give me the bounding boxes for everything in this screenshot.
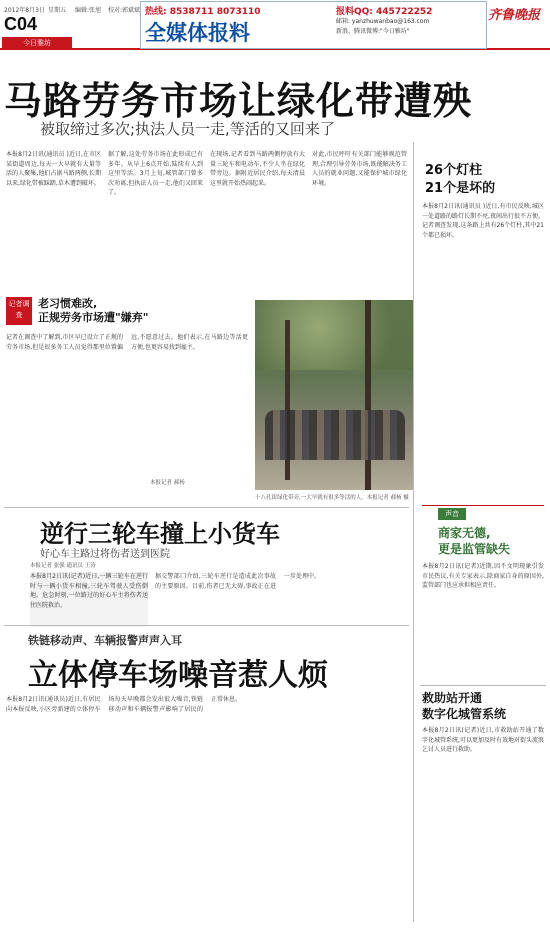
ad-hotline: 热线: 8538711 8073110 <box>145 7 261 17</box>
main-col-1: 本报8月2日讯(通讯员 )近日,在市区某街道周边,每天一大早就有大量等活的人聚集,他们占据马路两侧,长期以来,绿化带被踩踏,草木遭到破坏。 <box>6 151 101 187</box>
section-rule <box>4 507 409 508</box>
main-headline: 马路劳务市场让绿化带遭殃 <box>4 79 473 123</box>
voice-title-line1: 商家无德, <box>438 526 491 540</box>
weekday: 星期五 <box>48 7 67 14</box>
sidebar-divider <box>413 142 414 922</box>
story3-kicker: 铁链移动声、车辆报警声声入耳 <box>28 634 182 647</box>
story2-subhead: 好心车主路过将伤者送到医院 <box>40 549 170 560</box>
paper-logo: 齐鲁晚报 <box>488 8 541 23</box>
sidebar-rule <box>420 685 546 686</box>
main-col-2: 据了解,这处劳务市场在此形成已有多年。从早上6点开始,陆续有人到这里等活。3月上旬,城管部门曾多次劝离,但执法人员一走,他们又回来了。 <box>108 151 203 197</box>
voice-tag: 声音 <box>438 508 466 520</box>
investigation-badge: 记者调查 <box>6 297 32 325</box>
ad-qq: 报料QQ: 445722252 <box>336 7 433 17</box>
voice-body: 本报8月2日讯(记者)近期,因不文明现象引发市民热议,有关专家表示,除商家自身的原因外,监管部门也应承担相应责任。 <box>422 563 544 590</box>
repair-title-line1: 救助站开通 <box>422 691 483 705</box>
sidebar-title-line1: 26个灯柱 <box>425 163 483 178</box>
main-subhead: 被取缔过多次;执法人员一走,等活的又回来了 <box>40 120 335 138</box>
story2-body: 据交警部门介绍,三轮车逆行是造成此次事故的主要原因。目前,伤者已无大碍,事故正在进一步处理中。 <box>155 573 321 590</box>
section-label: 今日雅坊 <box>2 37 72 49</box>
ad-weibo: 新浪、腾讯微博:"今日雅坊" <box>336 28 410 35</box>
investigation-title-line1: 老习惯难改, <box>38 297 98 310</box>
repair-title <box>422 690 506 722</box>
repair-body: 本报8月2日讯(记者)近日,市救助站开通了数字化城管系统,可以更加及时有效地对街头流浪乞讨人员进行救助。 <box>422 727 544 754</box>
photo-caption: 十八孔街绿化带旁,一大早就有很多等活的人。本报记者 郝杨 摄 <box>255 495 409 501</box>
sidebar-title-line2: 21个是坏的 <box>425 181 496 196</box>
photo-tree <box>365 300 371 490</box>
story3-body: 本报8月2日讯(通讯员)近日,有居民向本报反映,小区旁新建的立体停车场每天早晚都会发出很大噪音,铁链移动声和车辆报警声影响了居民的正常休息。 <box>6 696 242 713</box>
proof-credit: 校对:郭斌斌 <box>108 7 141 14</box>
ad-email: 邮箱: yanzhuwanbao@163.com <box>336 18 430 25</box>
main-col-3: 在现场,记者看到马路两侧停放有大量三轮车和电动车,不少人坐在绿化带旁边。据附近居民介绍,每天清晨这里就开始热闹起来。 <box>210 151 305 187</box>
news-photo <box>255 300 413 490</box>
section-rule <box>4 625 409 626</box>
voice-title <box>438 525 510 557</box>
page-number: C04 <box>4 14 38 34</box>
story2-lead: 本报8月2日讯(记者)近日,一辆三轮车在逆行时与一辆小货车相撞,三轮车驾驶人受伤倒地。危急时刻,一位路过的好心车主将伤者送往医院救治。 <box>30 572 148 627</box>
repair-title-line2: 数字化城管系统 <box>422 707 507 721</box>
photo-foliage <box>255 300 413 370</box>
voice-title-line2: 更是监管缺失 <box>438 542 511 556</box>
main-col-4: 对此,市民呼吁有关部门能够规范管理,合理引导劳务市场,既能解决务工人员的就业问题,又能保护城市绿化环境。 <box>312 151 407 187</box>
issue-date: 2012年8月3日 <box>4 7 45 14</box>
investigation-body: 记者在调查中了解到,市区早已设立了正规的劳务市场,但是很多务工人员觉得那里位置偏远,不愿意过去。他们表示,在马路边等活更方便,也更容易找到雇主。 <box>6 334 248 351</box>
editor-credit: 编辑:张旭 <box>75 7 102 14</box>
ad-brand: 全媒体报料 <box>145 21 250 45</box>
sidebar-body: 本报8月2日讯(通讯员 )近日,有市民反映,城区一处道路的路灯长期不亮,夜间出行很不方便。记者调查发现,这条路上共有26个灯柱,其中21个都已损坏。 <box>422 203 544 239</box>
story3-headline: 立体停车场噪音惹人烦 <box>28 658 328 693</box>
tip-line-ad <box>140 1 487 49</box>
story2-byline: 本报记者 张强 通讯员 王涛 <box>30 563 96 569</box>
story2-headline: 逆行三轮车撞上小货车 <box>40 520 280 548</box>
investigation-title <box>38 297 148 325</box>
investigation-title-line2: 正规劳务市场遭"嫌弃" <box>38 311 149 324</box>
sidebar-title <box>425 162 535 198</box>
investigation-byline: 本报记者 郝杨 <box>150 480 185 486</box>
photo-crowd <box>265 410 405 460</box>
